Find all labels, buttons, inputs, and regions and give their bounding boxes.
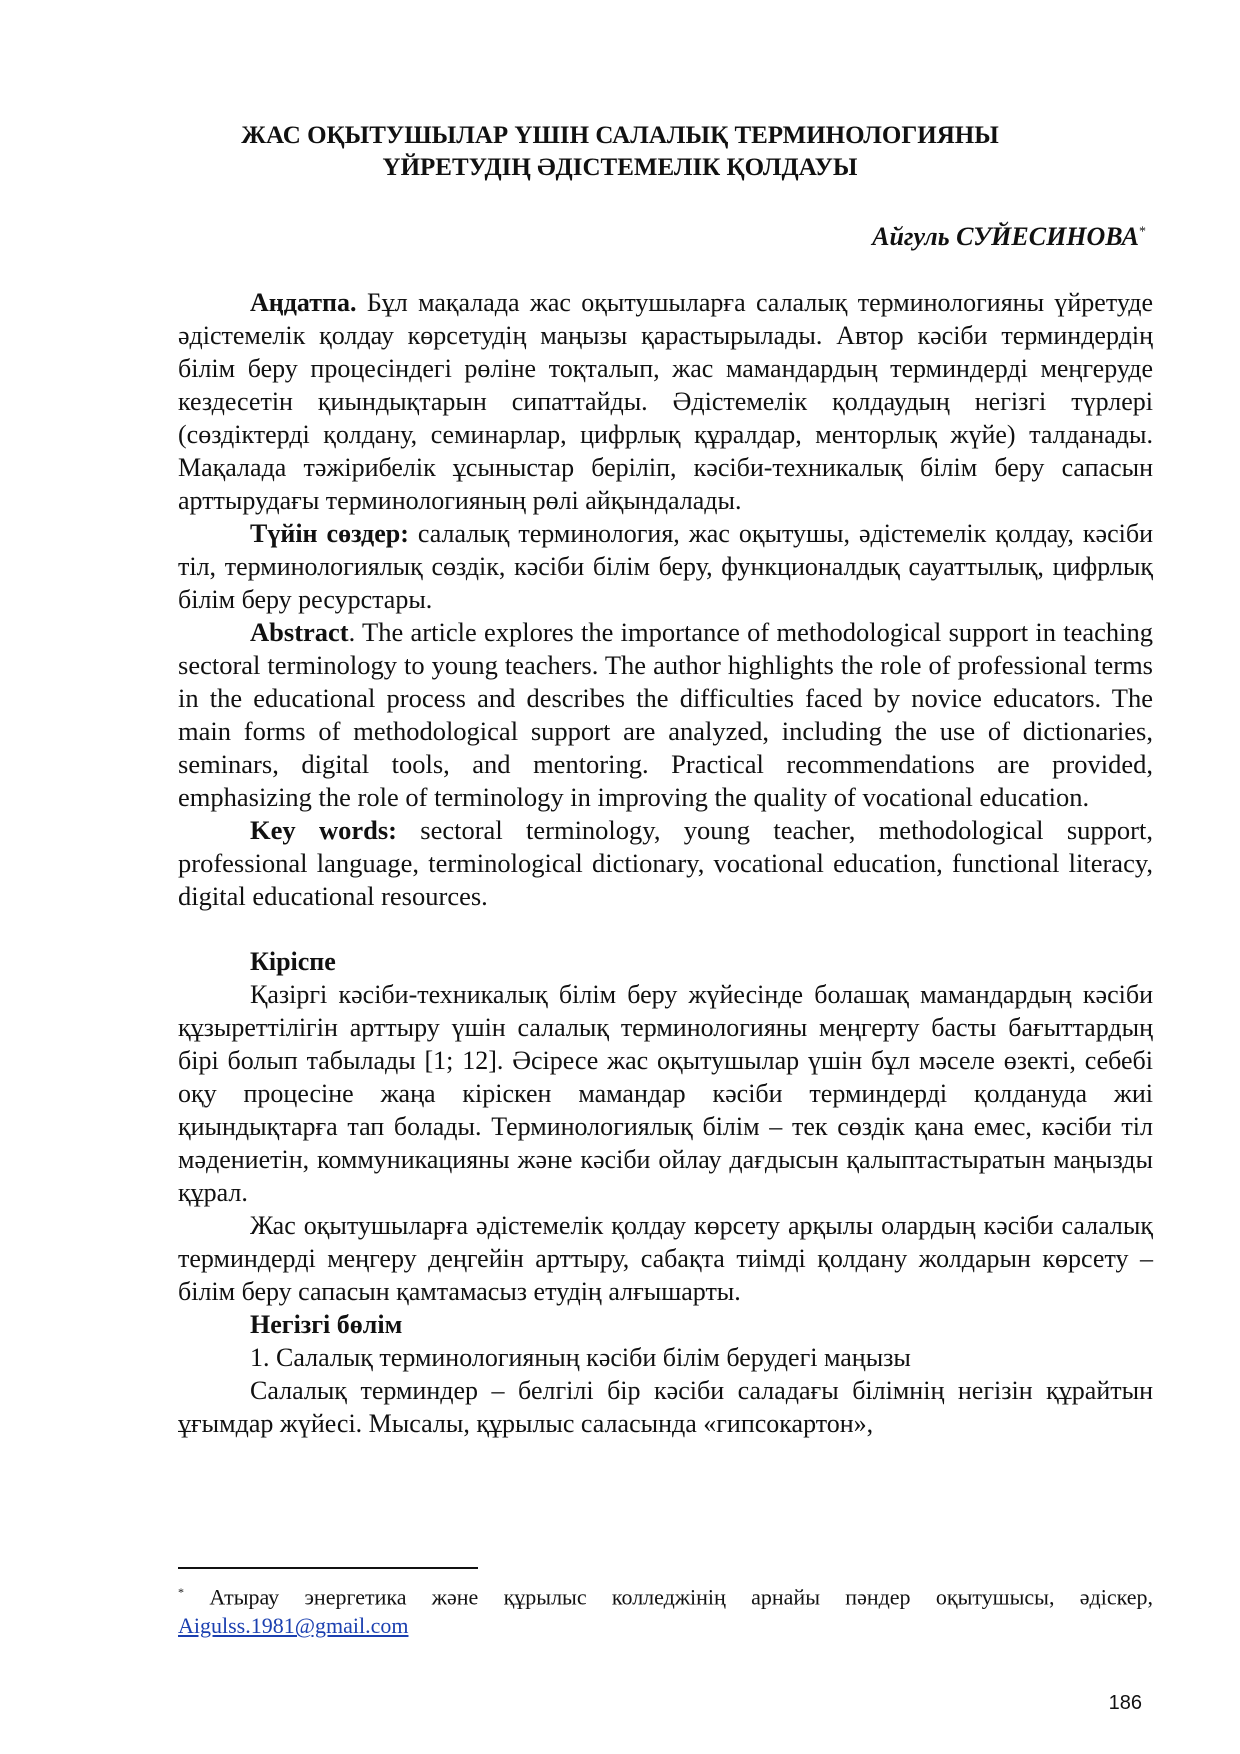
- page-number: 186: [1108, 1692, 1142, 1714]
- author-byline: [872, 222, 1146, 252]
- article-title: [150, 120, 1090, 184]
- footnote-divider: [178, 1567, 478, 1569]
- author-name: Айгуль СУЙЕСИНОВА: [872, 222, 1139, 251]
- article-body: [178, 286, 1153, 1440]
- author-email-link[interactable]: Aigulss.1981@gmail.com: [178, 1613, 409, 1639]
- footnote-mark: *: [178, 1585, 184, 1599]
- abstract-en-label: Abstract: [250, 617, 349, 647]
- intro-paragraph-2: Жас оқытушыларға әдістемелік қолдау көрсету арқылы олардың кәсіби салалық терминдерді меңгеру деңгейін арттыру, сабақта тиімді қолдану жолдарын көрсету – білім беру сапасын қамтамасыз етудің алғышарты.: [178, 1211, 1153, 1306]
- section-spacer: [178, 913, 1153, 945]
- title-line-2: ҮЙРЕТУДІҢ ӘДІСТЕМЕЛІК ҚОЛДАУЫ: [382, 154, 858, 181]
- keywords-kz-label: Түйін сөздер:: [250, 519, 409, 548]
- abstract-kz: [178, 286, 1153, 517]
- keywords-en-text: sectoral terminology, young teacher, methodological support, professional language, terminological dictionary, vocational education, functional literacy, digital educational resources.: [178, 815, 1153, 911]
- abstract-en: [178, 616, 1153, 814]
- author-footnote-mark: *: [1139, 224, 1146, 240]
- keywords-en: [178, 814, 1153, 913]
- keywords-en-label: Key words:: [250, 815, 397, 845]
- keywords-kz-text: салалық терминология, жас оқытушы, әдістемелік қолдау, кәсіби тіл, терминологиялық сөздік, кәсіби білім беру, функционалдық сауаттылық, цифрлық білім беру ресурстары.: [178, 519, 1153, 614]
- title-line-1: ЖАС ОҚЫТУШЫЛАР ҮШІН САЛАЛЫҚ ТЕРМИНОЛОГИЯНЫ: [241, 122, 999, 149]
- abstract-en-text: . The article explores the importance of methodological support in teaching sectoral terminology to young teachers. The author highlights the role of professional terms in the educational process and describes the difficulties faced by novice educators. The main forms of methodological support are analyzed, including the use of dictionaries, seminars, digital tools, and mentoring. Practical recommendations are provided, emphasizing the role of terminology in improving the quality of vocational education.: [178, 617, 1153, 812]
- footnote: [178, 1578, 1153, 1640]
- intro-heading: Кіріспе: [250, 947, 336, 976]
- abstract-kz-label: Аңдатпа.: [250, 288, 357, 317]
- keywords-kz: [178, 517, 1153, 616]
- intro-paragraph-1: Қазіргі кәсіби-техникалық білім беру жүйесінде болашақ мамандардың кәсіби құзыреттілігін арттыру үшін салалық терминологияны меңгерту басты бағыттардың бірі болып табылады [1; 12]. Әсіресе жас оқытушылар үшін бұл мәселе өзекті, себебі оқу процесіне жаңа кіріскен мамандар кәсіби терминдерді қолдануда жиі қиындықтарға тап болады. Терминологиялық білім – тек сөздік қана емес, кәсіби тіл мәдениетін, коммуникацияны және кәсіби ойлау дағдысын қалыптастыратын маңызды құрал.: [178, 980, 1153, 1207]
- footnote-text: Атырау энергетика және құрылыс колледжінің арнайы пәндер оқытушысы, әдіскер,: [184, 1584, 1153, 1610]
- main-subheading: 1. Салалық терминологияның кәсіби білім берудегі маңызы: [250, 1343, 911, 1372]
- main-heading: Негізгі бөлім: [250, 1310, 403, 1339]
- main-paragraph-1: Салалық терминдер – белгілі бір кәсіби саладағы білімнің негізін құрайтын ұғымдар жүйесі. Мысалы, құрылыс саласында «гипсокартон»,: [178, 1376, 1153, 1438]
- abstract-kz-text: Бұл мақалада жас оқытушыларға салалық терминологияны үйретуде әдістемелік қолдау көрсетудің маңызы қарастырылады. Автор кәсіби терминдердің білім беру процесіндегі рөліне тоқталып, жас мамандардың терминдерді меңгеруде кездесетін қиындықтарын сипаттайды. Әдістемелік қолдаудың негізгі түрлері (сөздіктерді қолдану, семинарлар, цифрлық құралдар, менторлық жүйе) талданады. Мақалада тәжірибелік ұсыныстар беріліп, кәсіби-техникалық білім беру сапасын арттырудағы терминологияның рөлі айқындалады.: [178, 288, 1153, 515]
